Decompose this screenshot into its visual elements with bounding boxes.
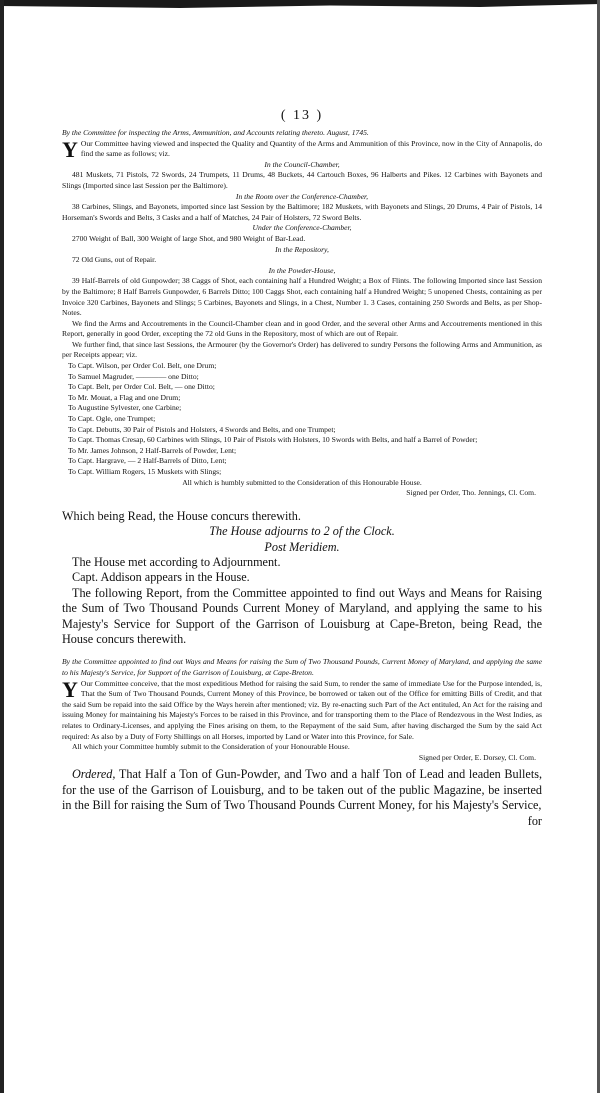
delivery-item: To Capt. Belt, per Order Col. Belt, — one Ditto; xyxy=(68,382,215,392)
report1-intro xyxy=(62,136,542,162)
delivery-item: To Mr. Mouat, a Flag and one Drum; xyxy=(68,392,181,402)
delivery-item: To Capt. William Rogers, 15 Muskets with Slings; xyxy=(68,467,222,476)
report2-body xyxy=(62,676,542,743)
delivery-item: To Capt. Hargrave, — 2 Half-Barrels of Ditto, Lent; xyxy=(68,456,227,466)
report2-heading: By the Committee appointed to find out Ways and Means for raising the Sum of Two Thousand Pounds, Current Money of Maryland, and applying the same to his Majesty's Service, for Support of the Garrison of Louisburg, at Cape-Breton. xyxy=(62,657,542,678)
addison-line: Capt. Addison appears in the House. xyxy=(72,570,250,585)
para-further: We further find, that since last Sessions, the Armourer (by the Governor's Order) has delivered to sundry Persons the following Arms and Ammunition, as per Receipts appear; viz. xyxy=(62,339,542,360)
catchword: for xyxy=(527,813,542,828)
report2-signature: Signed per Order, E. Dorsey, Cl. Com. xyxy=(418,752,536,762)
delivery-item: To Capt. Ogle, one Trumpet; xyxy=(68,414,156,424)
council-text: 481 Muskets, 71 Pistols, 72 Swords, 24 Trumpets, 11 Drums, 48 Buckets, 44 Cartouch Boxes, 96 Halberts and Pikes. 12 Carbines with Bayonets and Slings (Imported since last Session per the Baltimore). xyxy=(62,170,542,190)
report1-heading: By the Committee for inspecting the Arms, Ammunition, and Accounts relating thereto. August, 1745. xyxy=(62,128,369,137)
report2-closing: All which your Committee humbly submit to the Consideration of your Honourable House. xyxy=(72,742,350,752)
delivery-list xyxy=(62,361,542,478)
ordered-paragraph xyxy=(62,767,542,813)
repository-heading: In the Repository, xyxy=(275,244,329,254)
adjourns-line: The House adjourns to 2 of the Clock. xyxy=(209,524,395,539)
powder-text: 39 Half-Barrels of old Gunpowder; 38 Caggs of Shot, each containing half a Hundred Weight; a Box of Flints. The following Imported since last Session by the Baltimore; 8 Half Barrels Gunpowder, 6 Barrels Ditto; 100 Caggs Shot, each containing half a Hundred Weight; 5 unopened Chests, containing as per Invoice 320 Carbines, Bayonets and Slings; 5 Carbines, Bayonets and Slings, in a Chest, Number 1. 3 Cases, containing 250 Swords and Belts, as per Shop-Notes. xyxy=(62,276,542,318)
repository-text: 72 Old Guns, out of Repair. xyxy=(72,255,157,265)
met-line: The House met according to Adjournment. xyxy=(72,555,281,569)
following-report: The following Report, from the Committee appointed to find out Ways and Means for Raising the Sum of Two Thousand Pounds Current Money of Maryland, and applying the same to his Majesty's Service for Support of the Garrison of Louisburg at Cape-Breton, being Read, the House concurs therewith. xyxy=(62,585,542,647)
delivery-item: To Capt. Wilson, per Order Col. Belt, one Drum; xyxy=(68,361,217,371)
room-text: 38 Carbines, Slings, and Bayonets, imported since last Session by the Baltimore; 182 Muskets, with Bayonets and Slings, 20 Drums, 4 Pair of Pistols, 14 Horseman's Swords and Belts, 3 Casks and a half of Matches, 24 Pair of Holsters, 72 Sword Belts. xyxy=(62,202,542,222)
drop-cap: Y xyxy=(62,676,78,702)
page-number: ( 13 ) xyxy=(280,108,324,123)
delivery-item: To Capt. Thomas Cresap, 60 Carbines with Slings, 10 Pair of Pistols with Holsters, 10 Swords with Belts, and half a Barrel of Powder; xyxy=(68,435,478,445)
delivery-item: To Capt. Debutts, 30 Pair of Pistols and Holsters, 4 Swords and Belts, and one Trumpet; xyxy=(68,424,336,434)
powder-heading: In the Powder-House, xyxy=(268,265,336,275)
concurs-line: Which being Read, the House concurs therewith. xyxy=(62,508,301,523)
post-meridiem: Post Meridiem. xyxy=(264,539,340,554)
council-heading: In the Council-Chamber, xyxy=(264,159,340,169)
room-heading: In the Room over the Conference-Chamber, xyxy=(235,191,369,201)
scan-border-left xyxy=(0,0,4,1093)
delivery-item: To Augustine Sylvester, one Carbine; xyxy=(68,403,182,413)
delivery-item: To Samuel Magruder, ———— one Ditto; xyxy=(68,371,199,381)
ordered-text: That Half a Ton of Gun-Powder, and Two and a half Ton of Lead and leaden Bullets, for the use of the Garrison of Louisburg, and to be taken out of the public Magazine, be inserted in the Bill for raising the Sum of Two Thousand Pounds Current Money, for his Majesty's Service, xyxy=(62,767,542,813)
conference-text: 2700 Weight of Ball, 300 Weight of large Shot, and 980 Weight of Bar-Lead. xyxy=(72,233,306,243)
document-page xyxy=(62,108,542,1068)
report1-closing: All which is humbly submitted to the Consideration of this Honourable House. xyxy=(182,477,422,487)
delivery-item: To Mr. James Johnson, 2 Half-Barrels of Powder, Lent; xyxy=(68,445,237,455)
para-found: We find the Arms and Accoutrements in the Council-Chamber clean and in good Order, and the several other Arms and Accoutrements mentioned in this Report, generally in good Order, excepting the 72 old Guns in the Repository, most of which are out of Repair. xyxy=(62,318,542,339)
report2-body-text: Our Committee conceive, that the most expeditious Method for raising the said Sum, to render the same of immediate Use for the Purpose intended, is, That the Sum of Two Thousand Pounds, Current Money of this Province, be borrowed or taken out of the Office for emitting Bills of Credit, and that the said Sum be repaid into the said Office by the Ways herein after mentioned; viz. By re-enacting such Part of the Act entituled, An Act for the raising and issuing Money for maintaining his Majesty's Forces to be raised in this Province, and for transporting them to the Place of Rendezvous in the West Indies, as relates to Ordinary-Licenses, and applying the Fines arising on them, to the Repayment of the said Sum, after having discharged the Sum by the said Act required: As also by a Duty of Forty Shillings on all Horses, imported by Land or Water into this Province, for Sale. xyxy=(62,678,542,741)
scan-border-top xyxy=(0,0,600,10)
conference-heading: Under the Conference-Chamber, xyxy=(252,223,352,233)
drop-cap: Y xyxy=(62,136,78,162)
report1-signature: Signed per Order, Tho. Jennings, Cl. Com. xyxy=(406,488,536,498)
report1-intro-text: Our Committee having viewed and inspected the Quality and Quantity of the Arms and Ammunition of this Province, now in the City of Annapolis, do find the same as follows; viz. xyxy=(80,138,542,159)
ordered-word: Ordered, xyxy=(72,767,116,782)
